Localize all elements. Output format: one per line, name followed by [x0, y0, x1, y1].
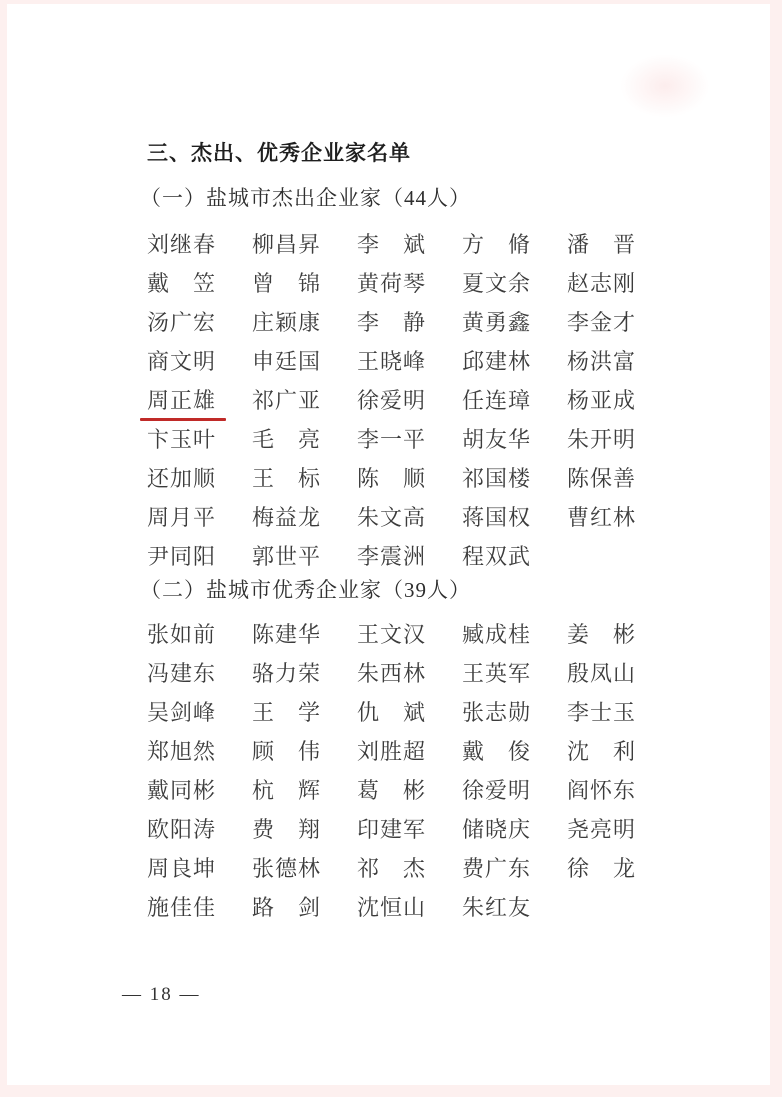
name-cell: 路 剑	[252, 895, 322, 920]
name-cell: 徐 龙	[567, 856, 637, 881]
name-cell: 祁广亚	[252, 388, 322, 413]
name-cell: 陈建华	[252, 622, 322, 647]
name-cell: 刘继春	[147, 232, 217, 257]
name-cell-highlighted: 周正雄	[147, 384, 221, 415]
name-cell: 储晓庆	[462, 817, 532, 842]
name-cell: 黄勇鑫	[462, 310, 532, 335]
name-cell: 张德林	[252, 856, 322, 881]
name-cell: 曾 锦	[252, 271, 322, 296]
page-number: — 18 —	[122, 984, 201, 1005]
name-cell: 杨洪富	[567, 349, 637, 374]
name-cell: 朱红友	[462, 895, 532, 920]
name-cell: 李金才	[567, 310, 637, 335]
name-cell: 杭 辉	[252, 778, 322, 803]
name-cell: 郭世平	[252, 544, 322, 569]
name-cell: 仇 斌	[357, 700, 427, 725]
name-cell: 陈保善	[567, 466, 637, 491]
name-cell: 黄荷琴	[357, 271, 427, 296]
doc-title: 三、杰出、优秀企业家名单	[147, 142, 411, 165]
name-cell: 李 静	[357, 310, 427, 335]
name-cell: 赵志刚	[567, 271, 637, 296]
name-cell: 朱开明	[567, 427, 637, 452]
name-cell: 郑旭然	[147, 739, 217, 764]
name-cell: 周月平	[147, 505, 217, 530]
name-cell: 徐爱明	[357, 388, 427, 413]
name-cell: 柳昌昇	[252, 232, 322, 257]
name-cell: 祁 杰	[357, 856, 427, 881]
name-cell: 李一平	[357, 427, 427, 452]
name-cell: 朱西林	[357, 661, 427, 686]
name-cell: 蒋国权	[462, 505, 532, 530]
name-cell: 戴同彬	[147, 778, 217, 803]
name-cell: 葛 彬	[357, 778, 427, 803]
name-cell: 朱文高	[357, 505, 427, 530]
name-cell: 周良坤	[147, 856, 217, 881]
name-cell: 申廷国	[252, 349, 322, 374]
name-cell: 庄颖康	[252, 310, 322, 335]
name-cell: 费 翔	[252, 817, 322, 842]
section-2-heading: （二）盐城市优秀企业家（39人）	[140, 578, 471, 602]
name-cell: 祁国楼	[462, 466, 532, 491]
name-cell: 潘 晋	[567, 232, 637, 257]
name-cell: 王文汉	[357, 622, 427, 647]
name-cell: 阎怀东	[567, 778, 637, 803]
name-cell: 王 标	[252, 466, 322, 491]
name-cell: 李震洲	[357, 544, 427, 569]
name-cell: 冯建东	[147, 661, 217, 686]
name-cell: 商文明	[147, 349, 217, 374]
name-cell: 印建军	[357, 817, 427, 842]
name-cell: 张如前	[147, 622, 217, 647]
name-cell: 王英军	[462, 661, 532, 686]
name-cell: 任连璋	[462, 388, 532, 413]
name-cell: 卞玉叶	[147, 427, 217, 452]
name-cell: 姜 彬	[567, 622, 637, 647]
name-cell: 还加顺	[147, 466, 217, 491]
name-cell: 沈 利	[567, 739, 637, 764]
name-cell: 王晓峰	[357, 349, 427, 374]
name-cell: 戴 笠	[147, 271, 217, 296]
name-cell: 李 斌	[357, 232, 427, 257]
name-cell: 夏文余	[462, 271, 532, 296]
section-1-heading: （一）盐城市杰出企业家（44人）	[140, 186, 471, 210]
name-cell: 骆力荣	[252, 661, 322, 686]
section-1-name-list	[147, 224, 641, 575]
name-cell: 吴剑峰	[147, 700, 217, 725]
name-cell: 程双武	[462, 544, 532, 569]
name-cell: 顾 伟	[252, 739, 322, 764]
name-cell: 尹同阳	[147, 544, 217, 569]
name-cell: 曹红林	[567, 505, 637, 530]
section-2-name-list	[147, 614, 641, 926]
name-cell: 臧成桂	[462, 622, 532, 647]
name-cell: 邱建林	[462, 349, 532, 374]
name-cell: 梅益龙	[252, 505, 322, 530]
name-cell: 胡友华	[462, 427, 532, 452]
name-cell: 王 学	[252, 700, 322, 725]
name-cell: 殷凤山	[567, 661, 637, 686]
name-cell: 施佳佳	[147, 895, 217, 920]
name-cell: 杨亚成	[567, 388, 637, 413]
name-cell: 戴 俊	[462, 739, 532, 764]
name-cell: 汤广宏	[147, 310, 217, 335]
scanned-page	[7, 4, 770, 1085]
name-cell: 欧阳涛	[147, 817, 217, 842]
name-cell: 费广东	[462, 856, 532, 881]
scan-smudge	[620, 54, 710, 118]
name-cell: 徐爱明	[462, 778, 532, 803]
name-cell: 陈 顺	[357, 466, 427, 491]
name-cell: 毛 亮	[252, 427, 322, 452]
name-cell: 方 脩	[462, 232, 532, 257]
name-cell: 尧亮明	[567, 817, 637, 842]
name-cell: 刘胜超	[357, 739, 427, 764]
name-cell: 沈恒山	[357, 895, 427, 920]
name-cell: 李士玉	[567, 700, 637, 725]
name-cell: 张志勋	[462, 700, 532, 725]
